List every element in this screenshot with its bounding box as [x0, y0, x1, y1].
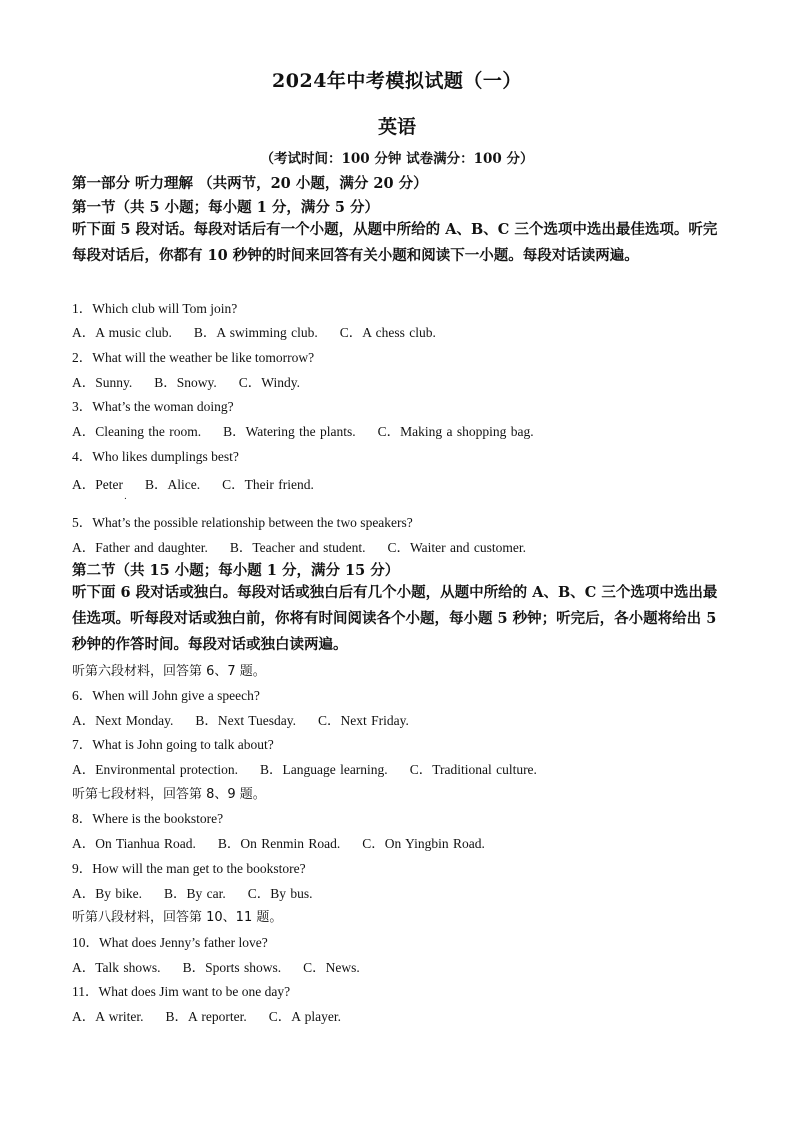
options-11 [72, 1005, 341, 1025]
option-c[interactable]: C．Making a shopping bag. [377, 424, 534, 439]
question-10: 10．What does Jenny’s father love? [72, 935, 268, 950]
option-b[interactable]: B．Next Tuesday. [195, 713, 297, 728]
option-c[interactable]: C．Windy. [238, 375, 300, 390]
option-a[interactable]: A．A music club. [72, 325, 172, 340]
option-a[interactable]: A．By bike. [72, 886, 142, 901]
option-c[interactable]: C．By bus. [247, 886, 313, 901]
options-4 [72, 473, 314, 493]
option-a[interactable]: A．Peter [72, 477, 123, 492]
option-a[interactable]: A．Cleaning the room. [72, 424, 202, 439]
question-4: 4．Who likes dumplings best? [72, 449, 239, 464]
part1-heading: 第一部分 听力理解 （共两节，20 小题，满分 20 分） [72, 175, 428, 192]
option-c[interactable]: C．News. [303, 960, 360, 975]
section2-heading: 第二节（共 15 小题；每小题 1 分，满分 15 分） [72, 562, 400, 579]
question-11: 11．What does Jim want to be one day? [72, 984, 291, 999]
section1-instructions: 听下面 5 段对话。每段对话后有一个小题，从题中所给的 A、B、C 三个选项中选出最佳选项。听完每段对话后，你都有 10 秒钟的时间来回答有关小题和阅读下一小题。每段对话读两遍。 [72, 221, 718, 264]
question-2: 2．What will the weather be like tomorrow? [72, 350, 315, 365]
option-a[interactable]: A．On Tianhua Road. [72, 836, 196, 851]
option-b[interactable]: B．Watering the plants. [223, 424, 356, 439]
options-3 [72, 420, 534, 440]
option-c[interactable]: C．On Yingbin Road. [362, 836, 485, 851]
options-1 [72, 321, 436, 341]
option-a[interactable]: A．Environmental protection. [72, 762, 238, 777]
option-b[interactable]: B．Language learning. [259, 762, 388, 777]
option-a[interactable]: A．Sunny. [72, 375, 133, 390]
option-c[interactable]: C．A chess club. [339, 325, 436, 340]
question-7: 7．What is John going to talk about? [72, 737, 274, 752]
exam-title: 2024年中考模拟试题（一） [272, 70, 522, 92]
option-c[interactable]: C．A player. [268, 1009, 341, 1024]
option-b[interactable]: B．A swimming club. [193, 325, 318, 340]
option-a[interactable]: A．Talk shows. [72, 960, 161, 975]
question-1: 1．Which club will Tom join? [72, 301, 238, 316]
section1-heading: 第一节（共 5 小题；每小题 1 分，满分 5 分） [72, 199, 380, 216]
options-7 [72, 758, 537, 778]
material-note-6: 听第六段材料，回答第 6、7 题。 [72, 664, 266, 679]
options-2 [72, 371, 300, 391]
material-note-8: 听第八段材料，回答第 10、11 题。 [72, 910, 283, 925]
option-b[interactable]: B．Alice. [145, 477, 201, 492]
question-3: 3．What’s the woman doing? [72, 399, 234, 414]
options-6 [72, 709, 409, 729]
question-8: 8．Where is the bookstore? [72, 811, 224, 826]
option-b[interactable]: B．A reporter. [165, 1009, 247, 1024]
options-9 [72, 882, 313, 902]
option-c[interactable]: C．Their friend. [222, 477, 314, 492]
option-b[interactable]: B．Teacher and student. [229, 540, 366, 555]
option-c[interactable]: C．Waiter and customer. [387, 540, 526, 555]
option-a[interactable]: A．Next Monday. [72, 713, 174, 728]
option-b[interactable]: B．Sports shows. [182, 960, 282, 975]
section2-instructions: 听下面 6 段对话或独白。每段对话或独白后有几个小题，从题中所给的 A、B、C 三个选项中选出最佳选项。听每段对话或独白前，你将有时间阅读各个小题，每小题 5 秒钟；听完后，各小题将给出 5 秒钟的作答时间。每段对话或独白读两遍。 [72, 584, 718, 653]
question-6: 6．When will John give a speech? [72, 688, 260, 703]
options-8 [72, 832, 485, 852]
stray-dot: . [124, 492, 127, 502]
option-a[interactable]: A．A writer. [72, 1009, 144, 1024]
option-a[interactable]: A．Father and daughter. [72, 540, 208, 555]
option-b[interactable]: B．On Renmin Road. [217, 836, 341, 851]
option-b[interactable]: B．By car. [164, 886, 226, 901]
option-c[interactable]: C．Traditional culture. [409, 762, 537, 777]
options-10 [72, 956, 360, 976]
options-5 [72, 536, 526, 556]
question-5: 5．What’s the possible relationship between the two speakers? [72, 515, 413, 530]
option-b[interactable]: B．Snowy. [154, 375, 217, 390]
question-9: 9．How will the man get to the bookstore? [72, 861, 306, 876]
exam-subject: 英语 [377, 116, 416, 138]
material-note-7: 听第七段材料，回答第 8、9 题。 [72, 787, 266, 802]
option-c[interactable]: C．Next Friday. [318, 713, 409, 728]
exam-info: （考试时间：100 分钟 试卷满分：100 分） [260, 151, 534, 167]
